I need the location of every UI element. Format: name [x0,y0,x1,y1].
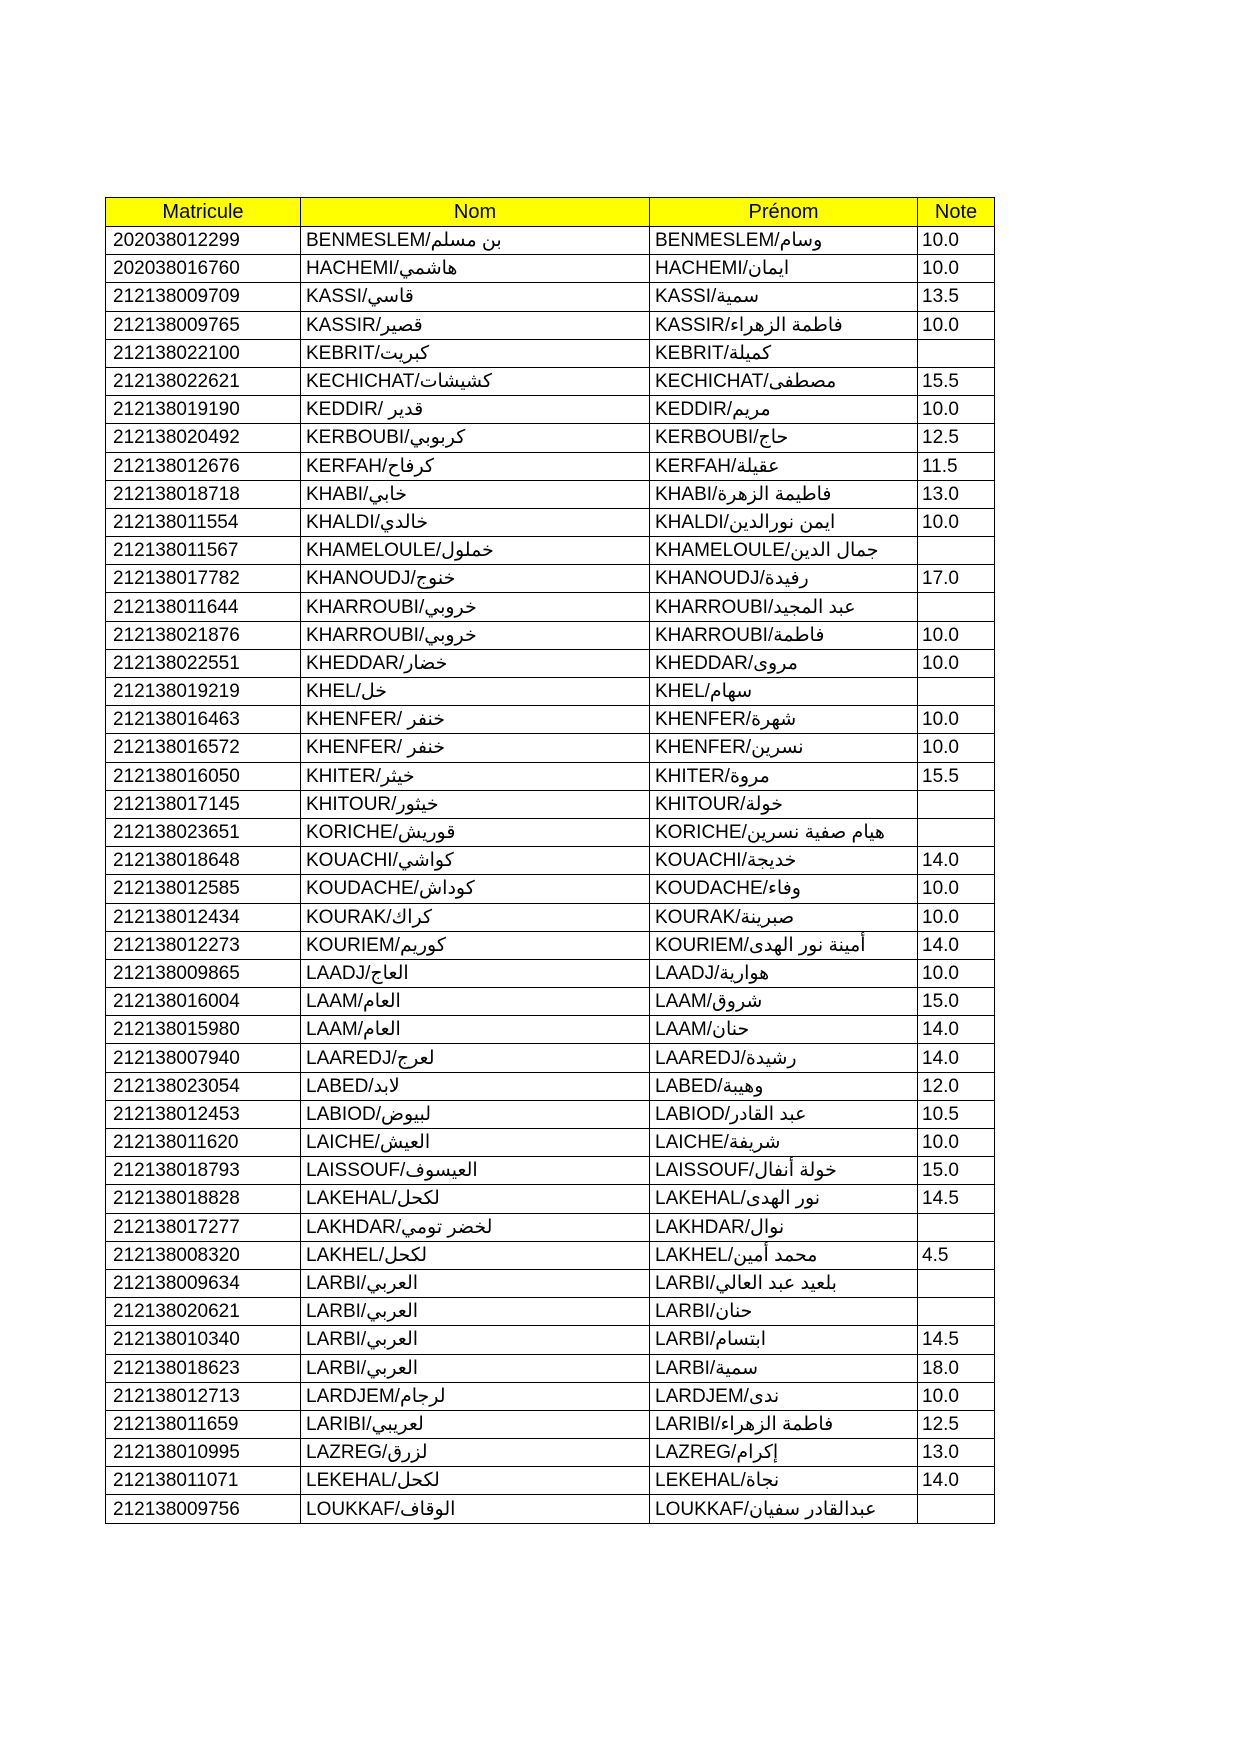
cell-prenom: KECHICHAT/مصطفى [650,367,918,395]
cell-nom: LAADJ/العاج [301,959,650,987]
cell-note: 10.0 [918,227,995,255]
table-row [106,1241,995,1269]
table-row [106,649,995,677]
table-row [106,621,995,649]
cell-nom: KERBOUBI/كربوبي [301,424,650,452]
cell-note: 14.0 [918,931,995,959]
table-row [106,311,995,339]
table-row [106,734,995,762]
cell-nom: KASSIR/قصير [301,311,650,339]
table-row [106,424,995,452]
table-row [106,790,995,818]
cell-prenom: LARIBI/فاطمة الزهراء [650,1410,918,1438]
cell-note: 10.0 [918,1382,995,1410]
cell-matricule: 212138023651 [106,818,301,846]
cell-nom: LARBI/العربي [301,1298,650,1326]
cell-nom: LARBI/العربي [301,1354,650,1382]
cell-prenom: LARBI/سمية [650,1354,918,1382]
cell-matricule: 212138011554 [106,508,301,536]
cell-nom: LAKEHAL/لكحل [301,1185,650,1213]
cell-prenom: LAAREDJ/رشيدة [650,1044,918,1072]
cell-prenom: KHAMELOULE/جمال الدين [650,537,918,565]
cell-note: 10.0 [918,706,995,734]
cell-matricule: 212138009765 [106,311,301,339]
cell-nom: LEKEHAL/لكحل [301,1467,650,1495]
cell-matricule: 212138009634 [106,1269,301,1297]
cell-nom: LAAM/العام [301,988,650,1016]
cell-nom: KERFAH/كرفاح [301,452,650,480]
cell-nom: KHITOUR/خيثور [301,790,650,818]
table-row [106,227,995,255]
cell-prenom: KHARROUBI/عبد المجيد [650,593,918,621]
table-row [106,1213,995,1241]
cell-matricule: 212138009756 [106,1495,301,1523]
table-row [106,1269,995,1297]
cell-note [918,790,995,818]
cell-matricule: 212138011567 [106,537,301,565]
cell-note: 10.0 [918,649,995,677]
table-row [106,396,995,424]
table-row [106,959,995,987]
cell-prenom: KOURAK/صبرينة [650,903,918,931]
cell-note: 10.0 [918,1129,995,1157]
cell-prenom: KHANOUDJ/رفيدة [650,565,918,593]
cell-note: 12.0 [918,1072,995,1100]
cell-note: 10.0 [918,396,995,424]
cell-prenom: LEKEHAL/نجاة [650,1467,918,1495]
cell-note [918,339,995,367]
cell-nom: LABED/لابد [301,1072,650,1100]
table-row [106,1072,995,1100]
cell-note: 12.5 [918,1410,995,1438]
cell-prenom: LOUKKAF/عبدالقادر سفيان [650,1495,918,1523]
cell-note: 14.5 [918,1326,995,1354]
header-prenom: Prénom [650,198,918,227]
cell-nom: KHITER/خيثر [301,762,650,790]
cell-prenom: KHARROUBI/فاطمة [650,621,918,649]
cell-note: 17.0 [918,565,995,593]
cell-matricule: 212138009709 [106,283,301,311]
cell-nom: KASSI/قاسي [301,283,650,311]
cell-nom: KOURIEM/كوريم [301,931,650,959]
cell-prenom: KHITER/مروة [650,762,918,790]
cell-prenom: LABED/وهيبة [650,1072,918,1100]
cell-note [918,818,995,846]
cell-nom: KEDDIR/ قدير [301,396,650,424]
cell-prenom: LARBI/حنان [650,1298,918,1326]
cell-matricule: 212138017277 [106,1213,301,1241]
cell-matricule: 212138022551 [106,649,301,677]
cell-nom: LARDJEM/لرجام [301,1382,650,1410]
cell-note: 13.0 [918,1439,995,1467]
table-row [106,706,995,734]
cell-nom: KOUACHI/كواشي [301,847,650,875]
cell-prenom: KERBOUBI/حاج [650,424,918,452]
header-row [106,198,995,227]
cell-note: 14.0 [918,847,995,875]
cell-nom: KHARROUBI/خروبي [301,621,650,649]
table-row [106,339,995,367]
cell-prenom: KASSIR/فاطمة الزهراء [650,311,918,339]
cell-note: 11.5 [918,452,995,480]
cell-nom: LABIOD/لبيوض [301,1100,650,1128]
header-matricule: Matricule [106,198,301,227]
cell-matricule: 212138018718 [106,480,301,508]
cell-note: 10.5 [918,1100,995,1128]
cell-matricule: 212138011620 [106,1129,301,1157]
cell-prenom: KHABI/فاطيمة الزهرة [650,480,918,508]
cell-matricule: 212138022621 [106,367,301,395]
table-row [106,283,995,311]
cell-matricule: 212138010995 [106,1439,301,1467]
cell-matricule: 212138020621 [106,1298,301,1326]
cell-nom: KHENFER/ خنفر [301,706,650,734]
cell-prenom: KHEDDAR/مروى [650,649,918,677]
cell-prenom: LAKHDAR/نوال [650,1213,918,1241]
cell-note: 14.0 [918,1467,995,1495]
cell-note: 15.5 [918,762,995,790]
cell-note: 10.0 [918,875,995,903]
cell-prenom: LABIOD/عبد القادر [650,1100,918,1128]
cell-note: 10.0 [918,508,995,536]
table-row [106,480,995,508]
cell-nom: KHEL/خل [301,678,650,706]
cell-note: 14.5 [918,1185,995,1213]
cell-matricule: 212138010340 [106,1326,301,1354]
cell-prenom: KHITOUR/خولة [650,790,918,818]
cell-nom: KHEDDAR/خضار [301,649,650,677]
cell-note: 10.0 [918,255,995,283]
cell-nom: KHARROUBI/خروبي [301,593,650,621]
cell-nom: LAICHE/العيش [301,1129,650,1157]
cell-matricule: 212138017145 [106,790,301,818]
cell-note [918,1213,995,1241]
cell-note: 10.0 [918,734,995,762]
cell-nom: KECHICHAT/كشيشات [301,367,650,395]
cell-prenom: KASSI/سمية [650,283,918,311]
table-row [106,452,995,480]
cell-nom: HACHEMI/هاشمي [301,255,650,283]
table-row [106,1326,995,1354]
cell-nom: LAKHDAR/لخضر تومي [301,1213,650,1241]
table-row [106,565,995,593]
cell-note: 12.5 [918,424,995,452]
cell-prenom: LAAM/حنان [650,1016,918,1044]
cell-matricule: 212138012434 [106,903,301,931]
cell-prenom: HACHEMI/ايمان [650,255,918,283]
table-row [106,1439,995,1467]
cell-matricule: 212138016050 [106,762,301,790]
cell-note: 13.5 [918,283,995,311]
cell-prenom: LAKEHAL/نور الهدى [650,1185,918,1213]
cell-note: 13.0 [918,480,995,508]
cell-nom: KOURAK/كراك [301,903,650,931]
table-row [106,1157,995,1185]
cell-matricule: 212138012676 [106,452,301,480]
cell-nom: LAAREDJ/لعرج [301,1044,650,1072]
cell-nom: KORICHE/قوريش [301,818,650,846]
cell-nom: KHALDI/خالدي [301,508,650,536]
cell-prenom: KOURIEM/أمينة نور الهدى [650,931,918,959]
cell-matricule: 212138012453 [106,1100,301,1128]
table-row [106,847,995,875]
cell-prenom: LAZREG/إكرام [650,1439,918,1467]
table-row [106,1382,995,1410]
table-row [106,508,995,536]
cell-matricule: 212138016463 [106,706,301,734]
table-row [106,593,995,621]
cell-note: 10.0 [918,311,995,339]
grades-sheet [105,197,995,1524]
table-row [106,1100,995,1128]
cell-matricule: 212138012585 [106,875,301,903]
cell-prenom: KEBRIT/كميلة [650,339,918,367]
cell-matricule: 212138017782 [106,565,301,593]
cell-nom: LARIBI/لعريبي [301,1410,650,1438]
cell-matricule: 212138011644 [106,593,301,621]
cell-nom: LAISSOUF/العيسوف [301,1157,650,1185]
cell-matricule: 212138018828 [106,1185,301,1213]
cell-nom: KHABI/خابي [301,480,650,508]
cell-matricule: 212138018648 [106,847,301,875]
cell-prenom: KOUDACHE/وفاء [650,875,918,903]
cell-note [918,678,995,706]
cell-prenom: BENMESLEM/وسام [650,227,918,255]
cell-note [918,593,995,621]
cell-note [918,1495,995,1523]
table-row [106,678,995,706]
cell-nom: LARBI/العربي [301,1269,650,1297]
cell-matricule: 212138023054 [106,1072,301,1100]
cell-note: 18.0 [918,1354,995,1382]
cell-nom: LAAM/العام [301,1016,650,1044]
cell-matricule: 202038016760 [106,255,301,283]
cell-matricule: 212138012273 [106,931,301,959]
cell-prenom: KEDDIR/مريم [650,396,918,424]
header-note: Note [918,198,995,227]
cell-prenom: LARDJEM/ندى [650,1382,918,1410]
cell-matricule: 212138015980 [106,1016,301,1044]
header-nom: Nom [301,198,650,227]
table-row [106,1185,995,1213]
cell-nom: KEBRIT/كبريت [301,339,650,367]
table-row [106,903,995,931]
table-row [106,1298,995,1326]
table-row [106,988,995,1016]
cell-nom: LOUKKAF/الوقاف [301,1495,650,1523]
cell-note: 4.5 [918,1241,995,1269]
cell-matricule: 212138009865 [106,959,301,987]
cell-matricule: 212138016004 [106,988,301,1016]
cell-note: 10.0 [918,903,995,931]
table-row [106,1016,995,1044]
cell-nom: KHAMELOULE/خملول [301,537,650,565]
cell-matricule: 212138011071 [106,1467,301,1495]
cell-matricule: 212138011659 [106,1410,301,1438]
cell-prenom: LAISSOUF/خولة أنفال [650,1157,918,1185]
table-row [106,1354,995,1382]
table-row [106,818,995,846]
cell-prenom: KHEL/سهام [650,678,918,706]
cell-note [918,537,995,565]
cell-note: 10.0 [918,959,995,987]
cell-prenom: KORICHE/هيام صفية نسرين [650,818,918,846]
cell-note [918,1269,995,1297]
cell-note: 10.0 [918,621,995,649]
cell-prenom: KHENFER/شهرة [650,706,918,734]
cell-nom: KHANOUDJ/خنوج [301,565,650,593]
cell-prenom: LARBI/بلعيد عبد العالي [650,1269,918,1297]
table-row [106,255,995,283]
table-row [106,931,995,959]
table-row [106,762,995,790]
cell-matricule: 212138021876 [106,621,301,649]
cell-prenom: KOUACHI/خديجة [650,847,918,875]
table-row [106,1044,995,1072]
cell-nom: LAKHEL/لكحل [301,1241,650,1269]
cell-matricule: 212138019190 [106,396,301,424]
cell-note: 15.0 [918,988,995,1016]
cell-matricule: 212138019219 [106,678,301,706]
cell-note: 14.0 [918,1016,995,1044]
cell-note: 15.0 [918,1157,995,1185]
cell-matricule: 212138012713 [106,1382,301,1410]
cell-matricule: 212138008320 [106,1241,301,1269]
cell-matricule: 212138022100 [106,339,301,367]
cell-nom: LAZREG/لزرق [301,1439,650,1467]
table-row [106,1467,995,1495]
cell-matricule: 202038012299 [106,227,301,255]
cell-matricule: 212138007940 [106,1044,301,1072]
grades-table [105,197,995,1524]
cell-matricule: 212138018623 [106,1354,301,1382]
cell-nom: BENMESLEM/بن مسلم [301,227,650,255]
cell-matricule: 212138016572 [106,734,301,762]
cell-prenom: KHALDI/ايمن نورالدين [650,508,918,536]
cell-note [918,1298,995,1326]
table-row [106,537,995,565]
cell-prenom: LARBI/ابتسام [650,1326,918,1354]
table-row [106,1495,995,1523]
table-row [106,367,995,395]
cell-matricule: 212138020492 [106,424,301,452]
cell-prenom: LAKHEL/محمد أمين [650,1241,918,1269]
table-row [106,875,995,903]
cell-nom: LARBI/العربي [301,1326,650,1354]
cell-matricule: 212138018793 [106,1157,301,1185]
cell-prenom: LAICHE/شريفة [650,1129,918,1157]
cell-nom: KHENFER/ خنفر [301,734,650,762]
cell-prenom: KERFAH/عقيلة [650,452,918,480]
cell-note: 14.0 [918,1044,995,1072]
table-row [106,1410,995,1438]
table-row [106,1129,995,1157]
cell-note: 15.5 [918,367,995,395]
cell-nom: KOUDACHE/كوداش [301,875,650,903]
cell-prenom: LAADJ/هوارية [650,959,918,987]
cell-prenom: LAAM/شروق [650,988,918,1016]
cell-prenom: KHENFER/نسرين [650,734,918,762]
